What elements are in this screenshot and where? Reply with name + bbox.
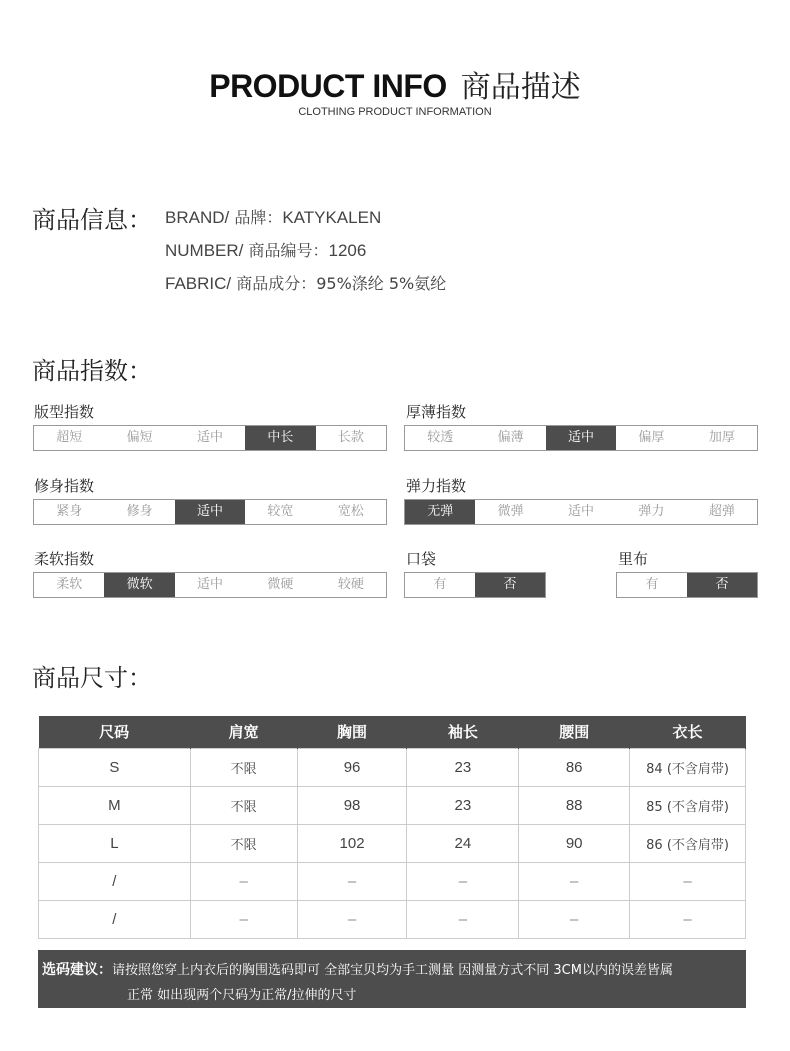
table-cell: 98 [297,786,407,824]
scale-option: 修身 [126,504,153,519]
column-header: 袖长 [407,716,519,748]
scale-option: 适中 [197,430,224,445]
size-advice-note [38,950,746,1008]
table-cell: 24 [407,824,519,862]
info-fabric [165,271,446,294]
table-cell: – [407,900,519,938]
note-line-1 [42,958,740,983]
title-chinese: 商品描述 [460,70,581,105]
size-table-header [39,716,746,748]
scale-option: 加厚 [708,430,735,445]
info-value: KATYKALEN [282,208,382,227]
scale-option: 偏薄 [497,430,524,445]
info-label-cn: 品牌： [229,208,283,227]
table-cell: 86 (不含肩带) [630,824,746,862]
scale-option: 紧身 [56,504,83,519]
table-cell: 90 [519,824,630,862]
scale-option: 适中 [197,577,224,592]
info-value: 95%涤纶 5%氨纶 [316,274,447,293]
scale-lining [616,572,758,598]
page-title [0,62,790,106]
scale-option: 偏短 [126,430,153,445]
table-cell: / [39,900,191,938]
column-header: 胸围 [297,716,407,748]
column-header: 肩宽 [190,716,297,748]
scale-option: 微弹 [497,504,524,519]
table-cell: 86 [519,748,630,786]
scale-title: 版型指数 [34,403,95,421]
table-cell: – [190,900,297,938]
table-cell: 不限 [190,748,297,786]
table-cell: – [519,900,630,938]
scale-option: 较透 [427,430,454,445]
scale-option: 超弹 [708,504,735,519]
title-english: PRODUCT INFO [209,68,447,104]
scale-thickness [404,425,758,451]
scale-option: 中长 [245,426,315,450]
scale-option: 宽松 [337,504,364,519]
table-cell: – [519,862,630,900]
size-table [38,716,746,939]
table-cell: – [297,862,407,900]
table-cell: 84 (不含肩带) [630,748,746,786]
info-label-cn: 商品编号： [243,241,329,260]
table-cell: 23 [407,748,519,786]
info-label-cn: 商品成分： [231,274,317,293]
scale-elasticity [404,499,758,525]
column-header: 衣长 [630,716,746,748]
scale-option: 微软 [104,573,174,597]
scale-title: 厚薄指数 [406,403,467,421]
scale-option: 柔软 [56,577,83,592]
scale-option: 长款 [337,430,364,445]
column-header: 腰围 [519,716,630,748]
scale-option: 否 [475,573,545,597]
scale-option: 偏厚 [638,430,665,445]
note-label: 选码建议： [42,962,112,978]
table-cell: – [190,862,297,900]
table-cell: – [297,900,407,938]
column-header: 尺码 [39,716,191,748]
info-value: 1206 [328,241,367,260]
table-row [39,786,746,824]
table-cell: 88 [519,786,630,824]
indices-heading: 商品指数： [32,357,152,385]
table-cell: 96 [297,748,407,786]
page-subtitle: CLOTHING PRODUCT INFORMATION [298,106,492,118]
scale-option: 适中 [568,504,595,519]
info-number [165,238,366,261]
table-cell: – [630,862,746,900]
table-row [39,748,746,786]
scale-title: 修身指数 [34,477,95,495]
scale-pocket [404,572,546,598]
table-cell: 23 [407,786,519,824]
table-cell: 85 (不含肩带) [630,786,746,824]
info-label-en: NUMBER/ [165,241,244,260]
size-heading: 商品尺寸： [32,664,152,692]
scale-fit [33,425,387,451]
scale-title: 口袋 [406,550,437,568]
scale-title: 柔软指数 [34,550,95,568]
table-cell: / [39,862,191,900]
scale-option: 有 [433,577,447,592]
scale-option: 较硬 [337,577,364,592]
note-text-2: 正常 如出现两个尺码为正常/拉伸的尺寸 [127,988,357,1003]
info-brand [165,205,381,228]
info-label-en: FABRIC/ [165,274,232,293]
table-row [39,900,746,938]
scale-option: 适中 [175,500,245,524]
table-cell: – [630,900,746,938]
scale-option: 弹力 [638,504,665,519]
table-cell: 不限 [190,786,297,824]
scale-option: 适中 [546,426,616,450]
scale-title: 里布 [618,550,649,568]
scale-softness [33,572,387,598]
scale-title: 弹力指数 [406,477,467,495]
table-cell: 102 [297,824,407,862]
product-info-heading: 商品信息： [32,206,152,234]
scale-option: 超短 [56,430,83,445]
note-text-1: 请按照您穿上内衣后的胸围选码即可 全部宝贝均为手工测量 因测量方式不同 3CM以内的误差皆属 [112,963,673,978]
table-row [39,824,746,862]
scale-option: 较宽 [267,504,294,519]
scale-option: 微硬 [267,577,294,592]
table-cell: 不限 [190,824,297,862]
table-cell: L [39,824,191,862]
scale-slim [33,499,387,525]
table-cell: M [39,786,191,824]
scale-option: 否 [687,573,757,597]
table-cell: S [39,748,191,786]
scale-option: 有 [645,577,659,592]
info-label-en: BRAND/ [165,208,230,227]
table-cell: – [407,862,519,900]
table-row [39,862,746,900]
scale-option: 无弹 [405,500,475,524]
